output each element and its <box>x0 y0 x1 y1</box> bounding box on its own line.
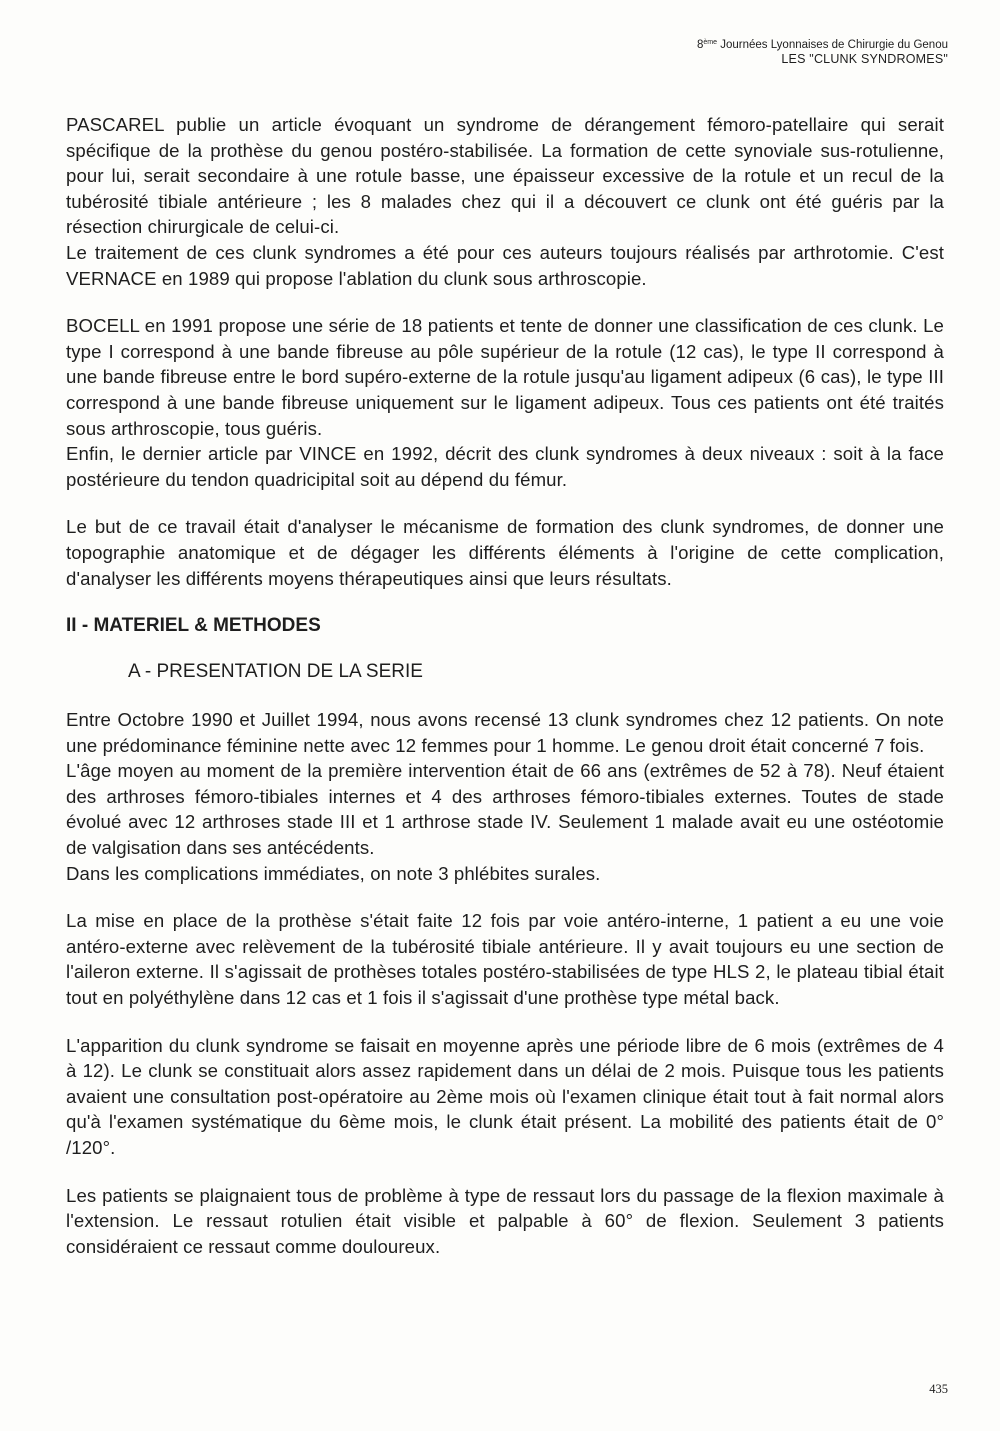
text-line: Les patients se plaignaient tous de problème à type de ressaut lors du passage de la flexion maximale à l'extension. Le ressaut rotulien était visible et palpable à 60° de flexion. Seulement 3 patients considéraient ce ressaut comme douloureux. <box>66 1184 944 1257</box>
header-title: LES "CLUNK SYNDROMES" <box>781 52 948 66</box>
header-conference <box>697 36 948 52</box>
paragraph-pascarel <box>66 112 944 291</box>
text-line: Enfin, le dernier article par VINCE en 1992, décrit des clunk syndromes à deux niveaux : soit à la face postérieure du tendon quadricipital soit au dépend du fémur. <box>66 443 944 490</box>
text-line: L'âge moyen au moment de la première intervention était de 66 ans (extrêmes de 52 à 78). Neuf étaient des arthroses fémoro-tibiales internes et 4 des arthroses fémoro-tibiales externes. Toutes de stade évolué avec 12 arthroses stade III et 1 arthrose stade IV. Seulement 1 malade avait eu une ostéotomie de valgisation dans ses antécédents. <box>66 760 944 859</box>
text-line: Entre Octobre 1990 et Juillet 1994, nous avons recensé 13 clunk syndromes chez 12 patients. On note une prédominance féminine nette avec 12 femmes pour 1 homme. Le genou droit était concerné 7 fois. <box>66 709 944 756</box>
paragraph-bocell <box>66 313 944 492</box>
text-line: Dans les complications immédiates, on note 3 phlébites surales. <box>66 862 601 884</box>
text-line: L'apparition du clunk syndrome se faisait en moyenne après une période libre de 6 mois (extrêmes de 4 à 12). Le clunk se constituait alors assez rapidement dans un délai de 2 mois. Puisque tous les patients avaient une consultation post-opératoire au 2ème mois où l'examen clinique était tout à fait normal alors qu'à l'examen systématique du 6ème mois, le clunk était présent. La mobilité des patients était de 0° /120°. <box>66 1034 944 1158</box>
body-text <box>66 112 944 1281</box>
header-ordinal: 8 <box>696 39 704 51</box>
paragraph-series <box>66 707 944 886</box>
text-line: BOCELL en 1991 propose une série de 18 patients et tente de donner une classification de ces clunk. Le type I correspond à une bande fibreuse au pôle supérieur de la rotule (12 cas), le type II correspond à une bande fibreuse entre le bord supéro-externe de la rotule jusqu'au ligament adipeux (6 cas), le type III correspond à une bande fibreuse uniquement sur le ligament adipeux. Tous ces patients ont été traités sous arthroscopie, tous guéris. <box>66 315 944 439</box>
page-number: 435 <box>929 1382 948 1396</box>
text-line: La mise en place de la prothèse s'était faite 12 fois par voie antéro-interne, 1 patient a eu une voie antéro-externe avec relèvement de la tubérosité tibiale antérieure. Il y avait toujours eu une section de l'aileron externe. Il s'agissait de prothèses totales postéro-stabilisées de type HLS 2, le plateau tibial était tout en polyéthylène dans 12 cas et 1 fois il s'agissait d'une prothèse type métal back. <box>66 910 944 1009</box>
paragraph-onset <box>66 1033 944 1161</box>
header-conference-name: Journées Lyonnaises de Chirurgie du Genou <box>717 39 948 51</box>
paragraph-aim <box>66 514 944 591</box>
text-line: Le traitement de ces clunk syndromes a été pour ces auteurs toujours réalisés par arthrotomie. C'est VERNACE en 1989 qui propose l'ablation du clunk sous arthroscopie. <box>66 241 944 289</box>
paragraph-prosthesis <box>66 908 944 1010</box>
text-line: Le but de ce travail était d'analyser le mécanisme de formation des clunk syndromes, de donner une topographie anatomique et de dégager les différents éléments à l'origine de cette complication, d'analyser les différents moyens thérapeutiques ainsi que leurs résultats. <box>66 516 944 589</box>
paragraph-symptoms <box>66 1183 944 1260</box>
running-header <box>697 36 948 66</box>
text-line: PASCAREL publie un article évoquant un syndrome de dérangement fémoro-patellaire qui serait spécifique de la prothèse du genou postéro-stabilisée. La formation de cette synoviale sus-rotulienne, pour lui, serait secondaire à une rotule basse, une épaisseur excessive de la rotule et un recul de la tubérosité tibiale antérieure ; les 8 malades chez qui il a découvert ce clunk ont été guéris par la résection chirurgicale de celui-ci. <box>66 114 944 238</box>
header-ordinal-suffix: ème <box>703 39 717 46</box>
section-heading: II - MATERIEL & METHODES <box>66 615 321 637</box>
subsection-heading: A - PRESENTATION DE LA SERIE <box>128 661 423 683</box>
